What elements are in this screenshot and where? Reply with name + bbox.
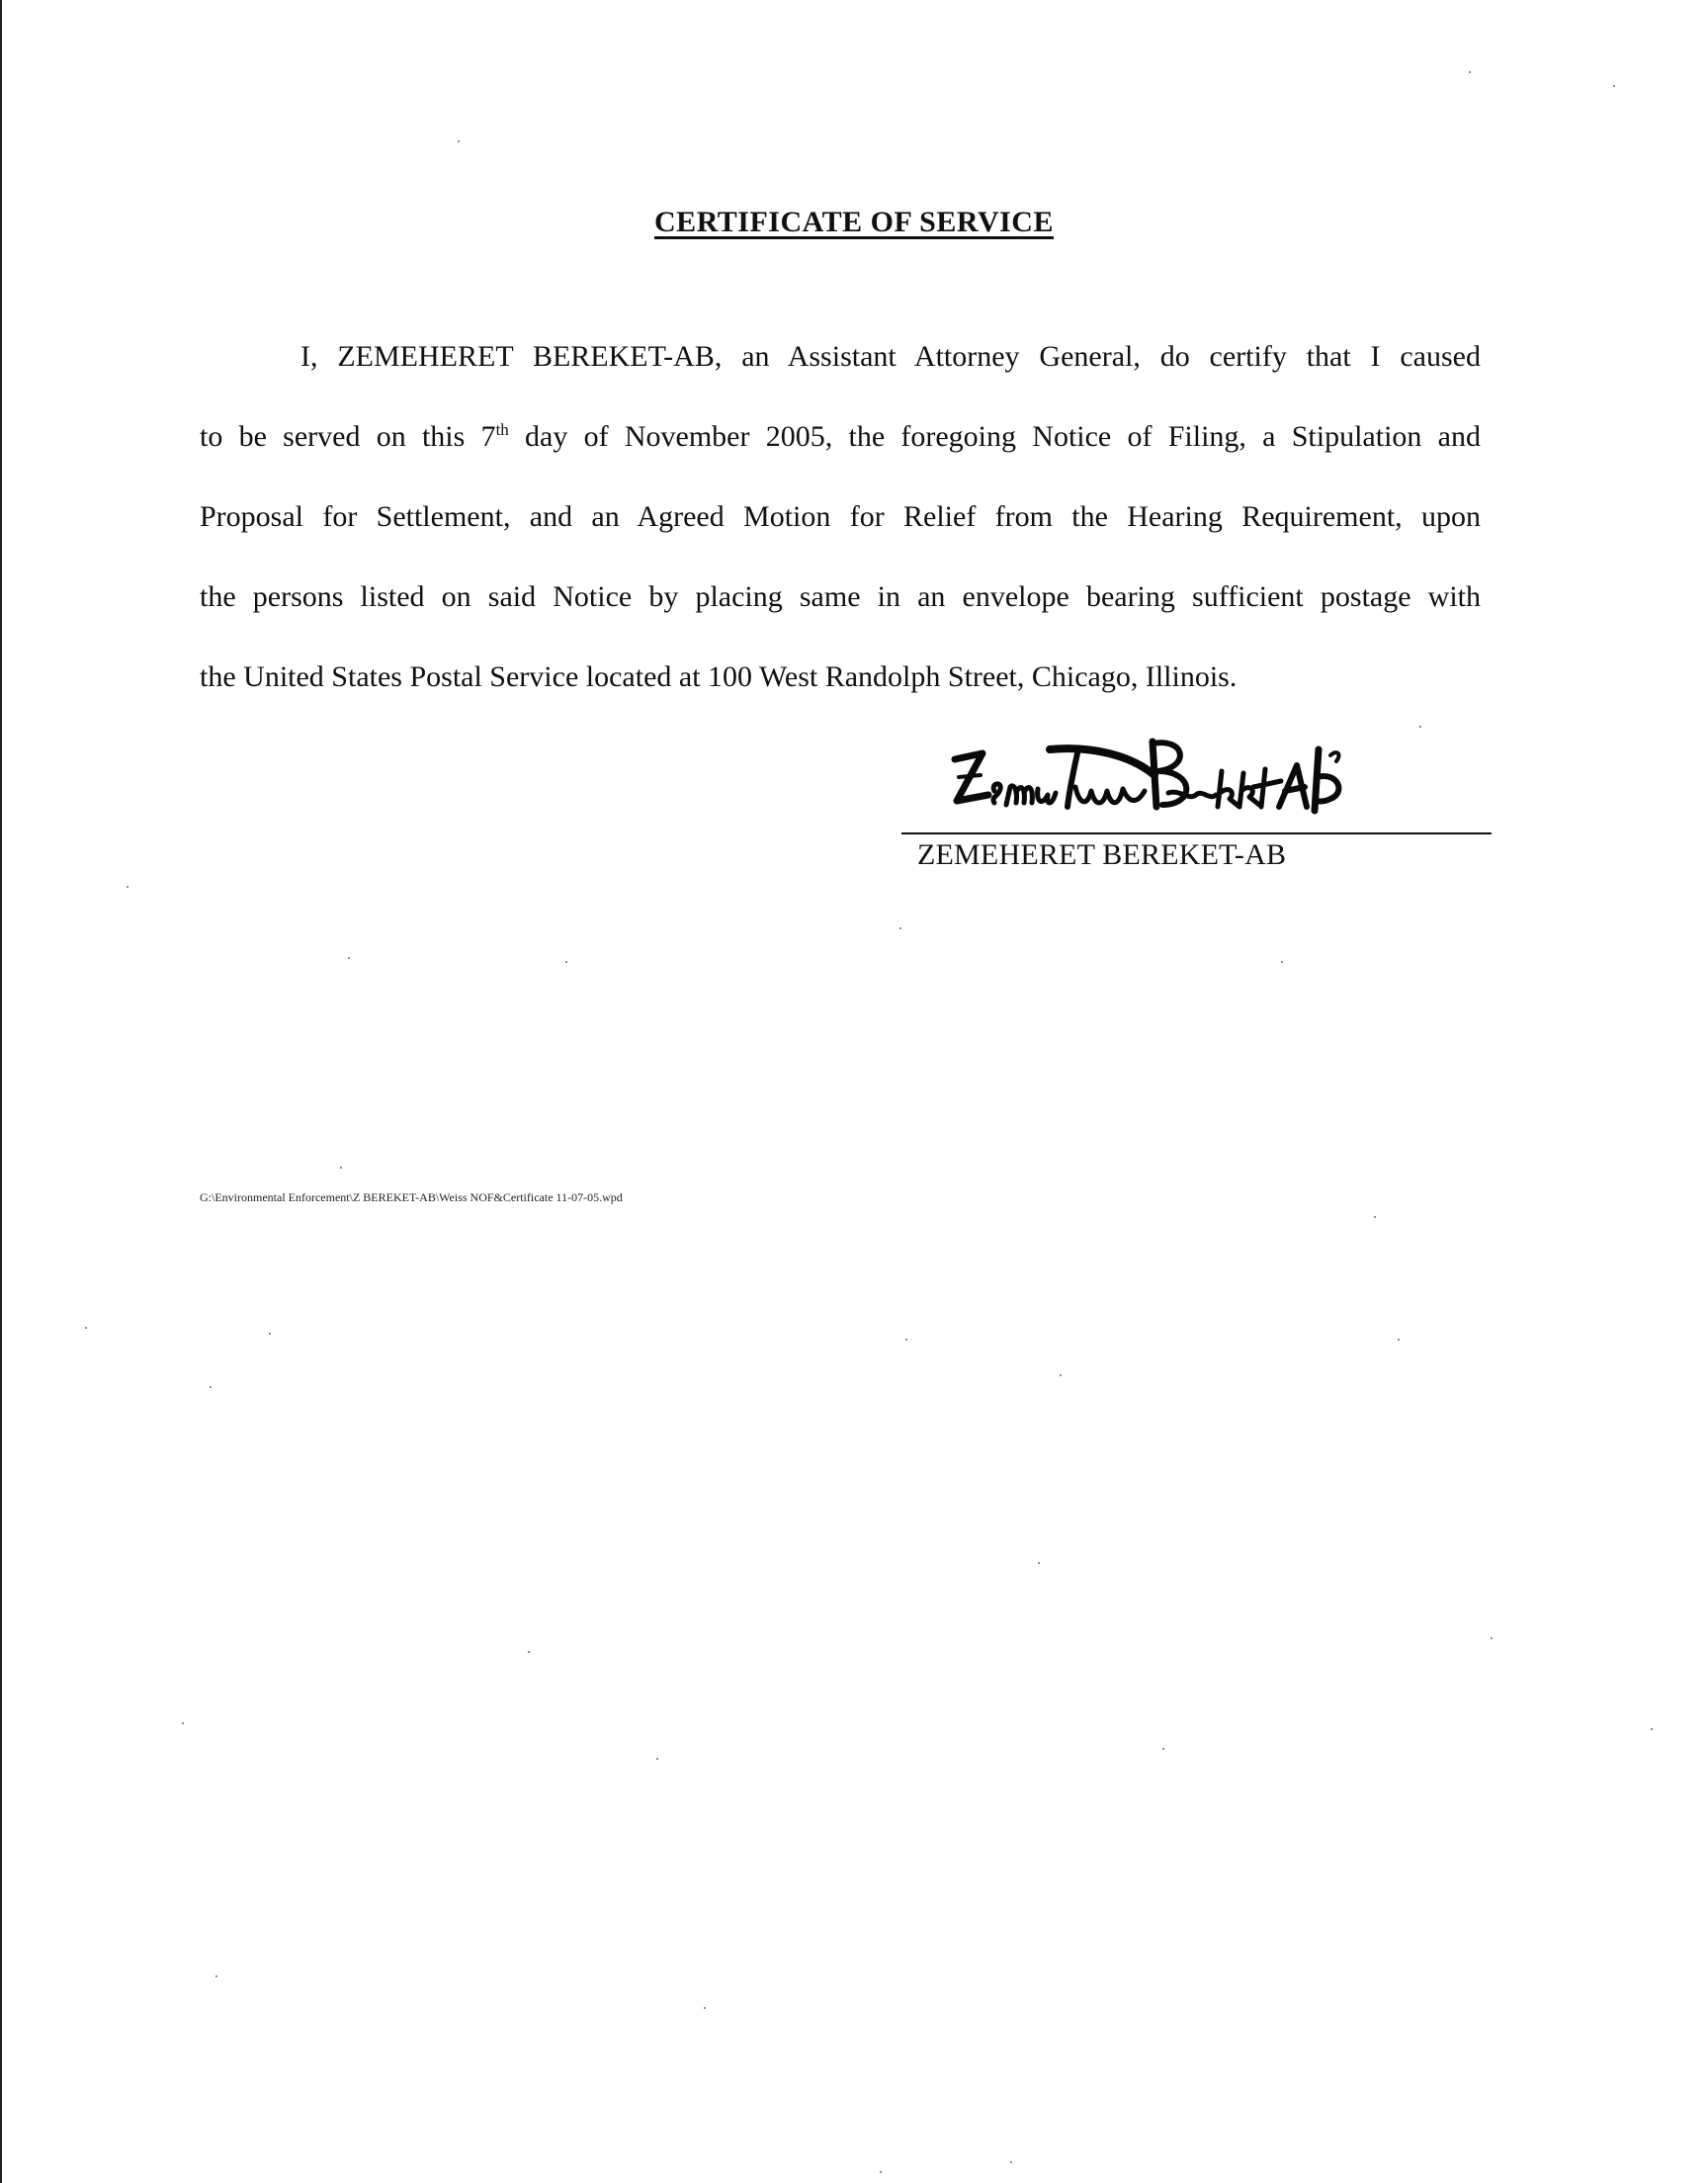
scan-speck: [1162, 1748, 1164, 1750]
scan-speck: [210, 1386, 212, 1388]
paragraph-line-2-start: to be served on this 7: [200, 420, 496, 453]
scan-edge: [0, 0, 2, 2183]
scan-speck: [1651, 1728, 1653, 1730]
scan-speck: [899, 927, 901, 929]
file-path-footer: G:\Environmental Enforcement\Z BEREKET-AB\Weiss NOF&Certificate 11-07-05.wpd: [200, 1190, 623, 1204]
scan-speck: [528, 1651, 530, 1653]
scan-speck: [656, 1758, 658, 1760]
scan-speck: [565, 961, 567, 963]
paragraph-line-5: the United States Postal Service located at 100 West Randolph Street, Chicago, Illinois.: [200, 660, 1238, 693]
document-title: CERTIFICATE OF SERVICE: [654, 206, 1054, 238]
scan-speck: [880, 2171, 882, 2173]
scan-speck: [348, 957, 350, 959]
handwritten-signature: [943, 732, 1378, 845]
scan-speck: [1038, 1562, 1040, 1564]
scan-speck: [182, 1722, 184, 1724]
paragraph-line-1: I, ZEMEHERET BEREKET-AB, an Assistant Attorney General, do certify that I caused: [300, 340, 1481, 373]
paragraph-line-4: the persons listed on said Notice by placing same in an envelope bearing sufficient postage with: [200, 580, 1481, 613]
scan-speck: [458, 140, 460, 142]
scan-speck: [269, 1333, 271, 1335]
scan-speck: [127, 886, 128, 888]
scan-speck: [1398, 1339, 1400, 1341]
scan-speck: [1010, 2161, 1012, 2163]
signer-name: ZEMEHERET BEREKET-AB: [917, 838, 1287, 871]
paragraph-line-3: Proposal for Settlement, and an Agreed Motion for Relief from the Hearing Requirement, upon: [200, 500, 1481, 533]
paragraph-line-2: [200, 396, 1481, 477]
scan-speck: [1281, 961, 1283, 963]
scan-speck: [1491, 1637, 1493, 1639]
paragraph-line-2-end: day of November 2005, the foregoing Notice of Filing, a Stipulation and: [508, 420, 1481, 453]
scan-speck: [340, 1167, 342, 1169]
scan-speck: [1374, 1216, 1376, 1218]
ordinal-suffix: th: [495, 420, 509, 439]
scan-speck: [905, 1339, 907, 1341]
scan-speck: [1419, 726, 1421, 728]
certification-paragraph: [200, 316, 1481, 717]
signature-line: [901, 832, 1492, 834]
scan-speck: [704, 2007, 706, 2009]
scan-speck: [1060, 1374, 1062, 1376]
scan-speck: [85, 1327, 87, 1329]
scan-speck: [215, 1975, 217, 1977]
scan-speck: [1469, 71, 1471, 73]
scan-speck: [1613, 85, 1615, 87]
